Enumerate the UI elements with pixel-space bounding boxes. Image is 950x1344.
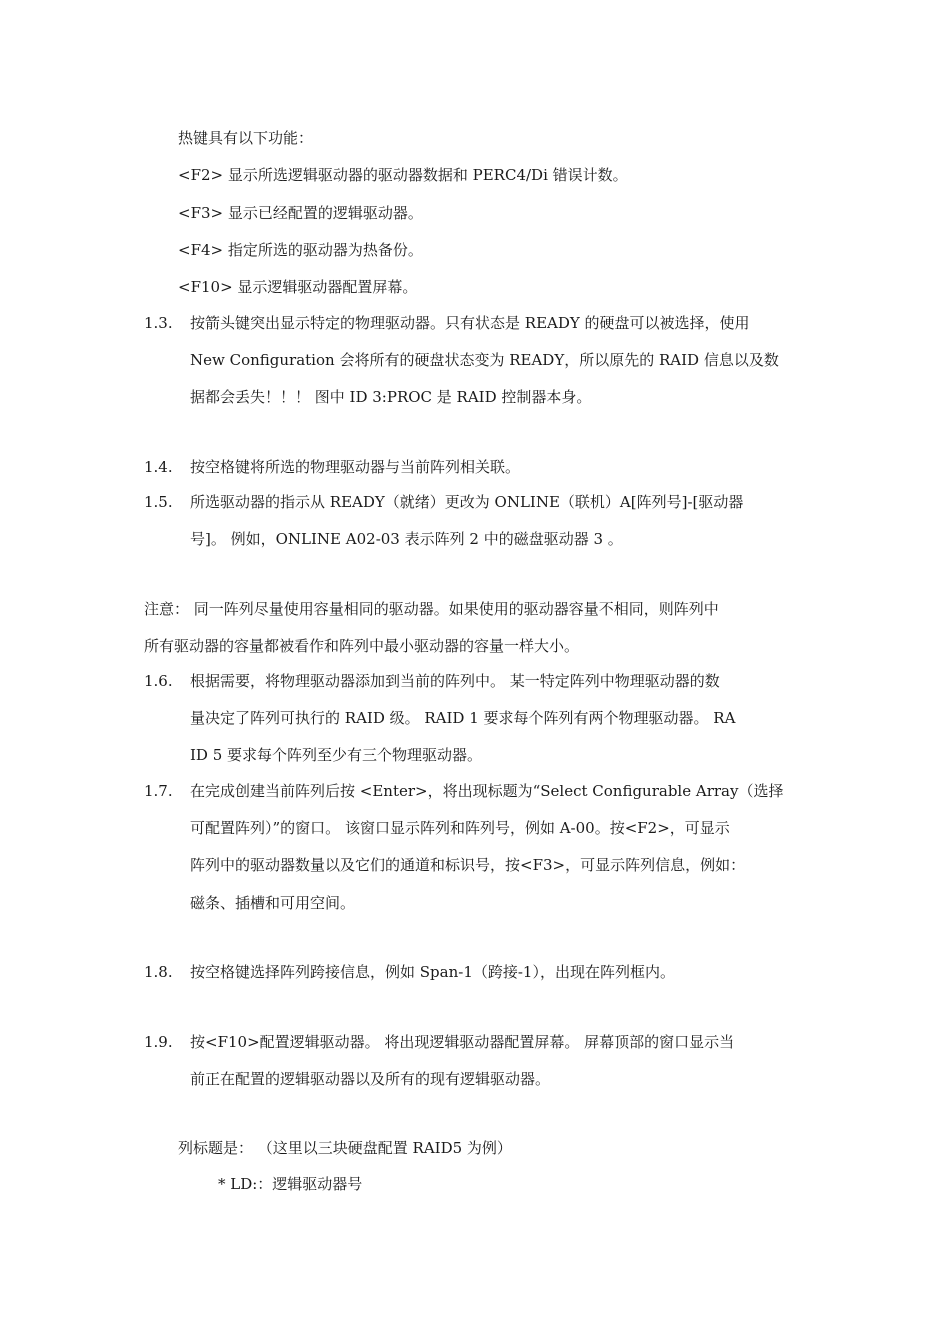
step-text-line: New Configuration 会将所有的硬盘状态变为 READY，所以原先的 RAID 信息以及数	[190, 351, 779, 369]
columns-item-ld: * LD:：逻辑驱动器号	[218, 1175, 363, 1193]
step-text-line: 量决定了阵列可执行的 RAID 级。 RAID 1 要求每个阵列有两个物理驱动器。 RA	[190, 709, 736, 727]
step-text-line: 阵列中的驱动器数量以及它们的通道和标识号，按<F3>，可显示阵列信息，例如：	[190, 856, 746, 874]
hotkey-f3: <F3> 显示已经配置的逻辑驱动器。	[178, 204, 423, 222]
step-text-line: 按空格键将所选的物理驱动器与当前阵列相关联。	[190, 458, 521, 476]
step-number: 1.9.	[144, 1033, 173, 1051]
step-number: 1.5.	[144, 493, 173, 511]
columns-heading: 列标题是： （这里以三块硬盘配置 RAID5 为例）	[178, 1139, 512, 1157]
step-text-line: 据都会丢失！！！ 图中 ID 3:PROC 是 RAID 控制器本身。	[190, 388, 592, 406]
step-text-line: 按<F10>配置逻辑驱动器。 将出现逻辑驱动器配置屏幕。 屏幕顶部的窗口显示当	[190, 1033, 735, 1051]
step-text-line: ID 5 要求每个阵列至少有三个物理驱动器。	[190, 746, 483, 764]
step-text-line: 按箭头键突出显示特定的物理驱动器。只有状态是 READY 的硬盘可以被选择，使用	[190, 314, 750, 332]
step-text-line: 号]。 例如，ONLINE A02-03 表示阵列 2 中的磁盘驱动器 3 。	[190, 530, 623, 548]
note-line-2: 所有驱动器的容量都被看作和阵列中最小驱动器的容量一样大小。	[144, 637, 580, 655]
step-number: 1.7.	[144, 782, 173, 800]
step-text-line: 根据需要，将物理驱动器添加到当前的阵列中。 某一特定阵列中物理驱动器的数	[190, 672, 720, 690]
hotkey-f10: <F10> 显示逻辑驱动器配置屏幕。	[178, 278, 418, 296]
step-text-line: 前正在配置的逻辑驱动器以及所有的现有逻辑驱动器。	[190, 1070, 551, 1088]
step-text-line: 可配置阵列）”的窗口。 该窗口显示阵列和阵列号，例如 A-00。按<F2>，可显示	[190, 819, 730, 837]
step-text-line: 按空格键选择阵列跨接信息，例如 Span-1（跨接-1），出现在阵列框内。	[190, 963, 675, 981]
step-text-line: 磁条、插槽和可用空间。	[190, 894, 356, 912]
hotkey-f4: <F4> 指定所选的驱动器为热备份。	[178, 241, 423, 259]
hotkey-f2: <F2> 显示所选逻辑驱动器的驱动器数据和 PERC4/Di 错误计数。	[178, 166, 628, 184]
step-number: 1.8.	[144, 963, 173, 981]
step-text-line: 所选驱动器的指示从 READY（就绪）更改为 ONLINE（联机）A[阵列号]-[驱动器	[190, 493, 744, 511]
hotkeys-intro: 热键具有以下功能：	[178, 129, 314, 147]
step-number: 1.6.	[144, 672, 173, 690]
step-number: 1.3.	[144, 314, 173, 332]
step-number: 1.4.	[144, 458, 173, 476]
step-text-line: 在完成创建当前阵列后按 <Enter>，将出现标题为“Select Configurable Array（选择	[190, 782, 784, 800]
note-line-1: 注意： 同一阵列尽量使用容量相同的驱动器。如果使用的驱动器容量不相同，则阵列中	[144, 600, 719, 618]
